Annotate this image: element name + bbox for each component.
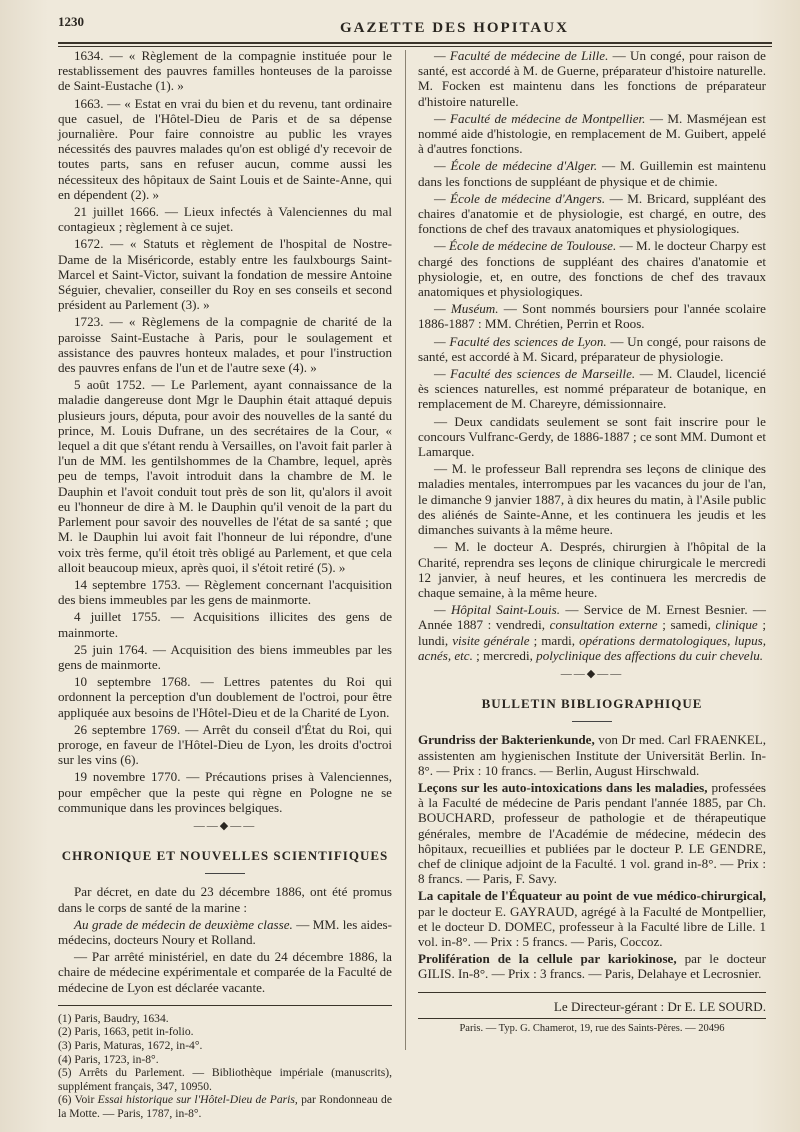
news-text: — M. le docteur Charpy est chargé des fonctions de suppléant des chaires d'anatomie et physiologie, et, en outre, des fonctions de chef des travaux anatomiques et physiologiques.: [418, 238, 766, 300]
schedule-item: opérations dermatologiques, lupus, acnés, etc.: [418, 632, 766, 663]
history-entry: 5 août 1752. — Le Parlement, ayant connaissance de la maladie dangereuse dont Mgr le Dauphin était attaqué depuis plusieurs jours, députa, pour avoir des nouvelles de la santé du prince, M. Louis Dufrane, un des secrétaires de la Cour, « lequel a dit que s'étant rendu à Versailles, on l'avoit fait parler à l'un de MM. les gentilshommes de la Chambre, lequel, après peu de temps, l'avoit introduit dans la chambre de M. le Dauphin et l'avoit conduit tout près de son lit, qu'alors il avoit eu l'honneur de dire à M. le Dauphin qu'il venoit de la part du Parlement pour savoir des nouvelles de l'état de sa santé ; que M. le Dauphin lui avoit fait l'honneur de lui répondre, d'une voix très ferme, qu'il étoit très obligé au Parlement, et que cela alloit beaucoup mieux, après quoi, il s'étoit retiré (5). »: [58, 377, 392, 575]
biblio-text: par le docteur E. GAYRAUD, agrégé à la Faculté de Montpellier, et le docteur D. DOMEC, professeur à la Faculté libre de Lille. 1 vol. in-8°. — Prix : 5 francs. — Paris, Coccoz.: [418, 903, 766, 949]
biblio-text: par le docteur GILIS. In-8°. — Prix : 3 francs. — Paris, Delahaye et Lecrosnier.: [418, 951, 766, 982]
right-column: [418, 48, 766, 1036]
news-text: — M. Guillemin est maintenu dans les fonctions de suppléant de physique et de chimie.: [418, 158, 766, 189]
biblio-entry: [418, 732, 766, 778]
running-title: GAZETTE DES HOPITAUX: [340, 20, 569, 36]
column-divider: [405, 50, 406, 1050]
history-entry: 14 septembre 1753. — Règlement concernant l'acquisition des biens immeubles par les gens de mainmorte.: [58, 576, 392, 608]
news-lead: — École de médecine de Toulouse.: [434, 238, 617, 254]
history-entry: 19 novembre 1770. — Précautions prises à Valenciennes, pour empêcher que la peste qui règne en Pologne ne se communique dans les provinces belgiques.: [58, 769, 392, 815]
news-item: [418, 301, 766, 331]
news-lead: — École de médecine d'Alger.: [434, 158, 598, 174]
footnote-text: (6) Voir: [58, 1093, 98, 1107]
news-lead: — Faculté de médecine de Lille.: [434, 48, 609, 63]
news-text: — Un congé, pour raisons de santé, est accordé à M. Sicard, préparateur de physiologie.: [418, 333, 766, 364]
footnote: (3) Paris, Maturas, 1672, in-4°.: [58, 1038, 203, 1052]
news-text: ; mercredi,: [472, 647, 537, 663]
news-text: ; lundi,: [418, 617, 766, 648]
biblio-entry: [418, 780, 766, 886]
news-item: [418, 111, 766, 157]
section-title-chronique: CHRONIQUE ET NOUVELLES SCIENTIFIQUES: [61, 848, 389, 864]
news-lead: — Faculté de médecine de Montpellier.: [434, 110, 646, 126]
directeur-gerant: Le Directeur-gérant : Dr E. LE SOURD.: [418, 992, 766, 1014]
news-lead: — Faculté des sciences de Lyon.: [434, 333, 607, 349]
news-text: — Service de M. Ernest Besnier. — Année 1887 : vendredi,: [418, 602, 767, 633]
printer-imprint: Paris. — Typ. G. Chamerot, 19, rue des Saints-Pères. — 20496: [418, 1018, 766, 1036]
biblio-entry: [418, 888, 766, 949]
history-entry: 4 juillet 1755. — Acquisitions illicites des gens de mainmorte.: [58, 609, 392, 640]
chronique-paragraph: Par décret, en date du 23 décembre 1886, ont été promus dans le corps de santé de la marine :: [58, 884, 392, 915]
header-rule: [58, 42, 772, 47]
news-text: — M. Masméjean est nommé aide d'histologie, en remplacement de M. Guibert, appelé à d'autres fonctions.: [418, 110, 766, 157]
ornament-divider: ——◆——: [193, 819, 257, 832]
news-text: — M. Bricard, suppléant des chaires d'anatomie et de physiologie, est chargé, en outre, des fonctions de chef des travaux anatomiques et physiologiques.: [418, 190, 766, 237]
news-lead: — Muséum.: [434, 301, 499, 317]
schedule-item: polyclinique des affections du cuir chevelu.: [536, 647, 764, 663]
news-item: — M. le professeur Ball reprendra ses leçons de clinique des maladies mentales, interrompues par les vacances du jour de l'an, le dimanche 9 janvier 1887, à dix heures du matin, à l'Asile public des aliénés de Sainte-Anne, et les continuera les jeudis et les dimanches suivants à la même heure.: [418, 461, 766, 538]
ornament-divider: ——◆——: [560, 667, 624, 680]
footnote: (1) Paris, Baudry, 1634.: [58, 1011, 169, 1025]
news-text: — M. Claudel, licencié ès sciences naturelles, est nommé préparateur de botanique, en remplacement de M. Chareyre, démissionnaire.: [418, 366, 766, 412]
history-entry: 1672. — « Statuts et règlement de l'hospital de Nostre-Dame de la Miséricorde, estably entre les faulxbourgs Saint-Marcel et Saint-Victor, suivant la fondation de messire Antoine Séguier, chevalier, conseiller du Roy en ses conseils et second président au Parlement (3). »: [58, 236, 392, 313]
history-entry: 1663. — « Estat en vrai du bien et du revenu, tant ordinaire que casuel, de l'Hôtel-Dieu de Paris et de sa dépense journalière. Pour faire connoistre au public les vrayes nécessités des pauvres malades qu'on est obligé d'y recevoir de toutes parts, sans en refuser aucun, comme aussi les nécessiteux des hôpitaux de Saint Louis et de Sainte-Anne, qui en dépendent (2). »: [58, 95, 392, 202]
news-item: [418, 334, 766, 364]
biblio-text: professées à la Faculté de médecine de Paris pendant l'année 1885, par Ch. BOUCHARD, professeur de pathologie et de thérapeutique générales, membre de l'Académie de médecine, médecin des hôpitaux, recueillies et publiées par le docteur P. LE GENDRE, chef de clinique adjoint de la Faculté. 1 vol. grand in-8°. — Prix : 8 francs. — Paris, F. Savy.: [418, 779, 766, 887]
schedule-item: consultation externe: [549, 617, 658, 633]
chronique-paragraph: [58, 917, 392, 947]
news-text: ; mardi,: [529, 632, 580, 648]
footnote: (2) Paris, 1663, petit in-folio.: [58, 1025, 194, 1039]
footnote-rule: [58, 1005, 392, 1006]
history-entry: 26 septembre 1769. — Arrêt du conseil d'État du Roi, qui proroge, en faveur de l'Hôtel-Dieu de Lyon, les droits d'octroi sur les vins (6).: [58, 721, 392, 768]
news-item: [418, 48, 766, 109]
news-text: — Un congé, pour raison de santé, est accordé à M. de Guerne, préparateur d'histoire naturelle. M. Focken est maintenu dans les fonctions de préparateur d'histoire naturelle.: [418, 48, 766, 109]
short-rule: [572, 721, 612, 722]
news-item-saint-louis: [418, 602, 766, 663]
news-lead: — Hôpital Saint-Louis.: [434, 602, 560, 618]
news-lead: — Faculté des sciences de Marseille.: [434, 366, 636, 382]
page-number: 1230: [58, 14, 84, 29]
chronique-paragraph: — Par arrêté ministériel, en date du 24 décembre 1886, la chaire de médecine expérimentale et comparée de la Faculté de médecine de Lyon est déclarée vacante.: [58, 949, 392, 995]
left-column: [58, 48, 392, 1121]
footnote-text: par Rondonneau de la Motte. — Paris, 1787, in-8°.: [58, 1093, 392, 1120]
biblio-title: Leçons sur les auto-intoxications dans les maladies,: [418, 779, 708, 795]
news-text: — Sont nommés boursiers pour l'année scolaire 1886-1887 : MM. Chrétien, Perrin et Roos.: [418, 301, 766, 332]
news-text: ; samedi,: [657, 617, 716, 633]
news-item: [418, 366, 766, 412]
schedule-item: clinique: [715, 617, 758, 633]
news-item: [418, 158, 766, 188]
news-item: [418, 191, 766, 237]
history-entry: 21 juillet 1666. — Lieux infectés à Valenciennes du mal contagieux ; règlement à ce sujet.: [58, 204, 392, 235]
biblio-text: von Dr med. Carl FRAENKEL, assistenten am hygienischen Institute der Universität Berlin. In-8°. — Prix : 10 francs. — Berlin, August Hirschwald.: [418, 732, 766, 778]
grade-text: — MM. les aides-médecins, docteurs Noury et Rolland.: [58, 916, 392, 947]
biblio-title: Prolifération de la cellule par kariokinose,: [418, 951, 677, 967]
footnote-title: Essai historique sur l'Hôtel-Dieu de Paris,: [97, 1093, 298, 1107]
news-item: [418, 238, 766, 299]
schedule-item: visite générale: [452, 632, 530, 648]
news-item: — M. le docteur A. Després, chirurgien à l'hôpital de la Charité, reprendra ses leçons de clinique chirurgicale le mercredi 12 janvier, à neuf heures, et les continuera les mercredis de chaque semaine, à la même heure.: [418, 539, 766, 600]
grade-label: Au grade de médecin de deuxième classe.: [74, 916, 293, 932]
news-lead: — École de médecine d'Angers.: [434, 190, 606, 206]
short-rule: [205, 873, 245, 874]
section-title-bulletin: BULLETIN BIBLIOGRAPHIQUE: [481, 696, 703, 712]
footnote: (5) Arrêts du Parlement. — Bibliothèque impériale (manuscrits), supplément français, 347, 10950.: [58, 1066, 392, 1093]
history-entry: 1634. — « Règlement de la compagnie instituée pour le restablissement des pauvres familles honteuses de la paroisse de Saint-Eustache (1). »: [58, 48, 392, 94]
biblio-entry: [418, 951, 766, 981]
biblio-title: La capitale de l'Équateur au point de vue médico-chirurgical,: [418, 888, 766, 904]
biblio-title: Grundriss der Bakterienkunde,: [418, 732, 595, 748]
news-item: — Deux candidats seulement se sont fait inscrire pour le concours Vulfranc-Gerdy, de 1886-1887 ; ce sont MM. Dumont et Lamarque.: [418, 413, 766, 460]
history-entry: 1723. — « Règlemens de la compagnie de charité de la paroisse Saint-Eustache à Paris, pour le soulagement et assistance des pauvres honteux malades, et pour l'instruction des pauvres enfans de l'un et de l'autre sexe (4). »: [58, 314, 392, 376]
history-entry: 10 septembre 1768. — Lettres patentes du Roi qui ordonnent la perception d'un doublement de l'octroi, pour être appliquée aux besoins de l'Hôtel-Dieu et de la Charité de Lyon.: [58, 674, 392, 720]
history-entry: 25 juin 1764. — Acquisition des biens immeubles par les gens de mainmorte.: [58, 641, 392, 672]
footnote: [58, 1093, 392, 1120]
footnote: (4) Paris, 1723, in-8°.: [58, 1052, 159, 1066]
